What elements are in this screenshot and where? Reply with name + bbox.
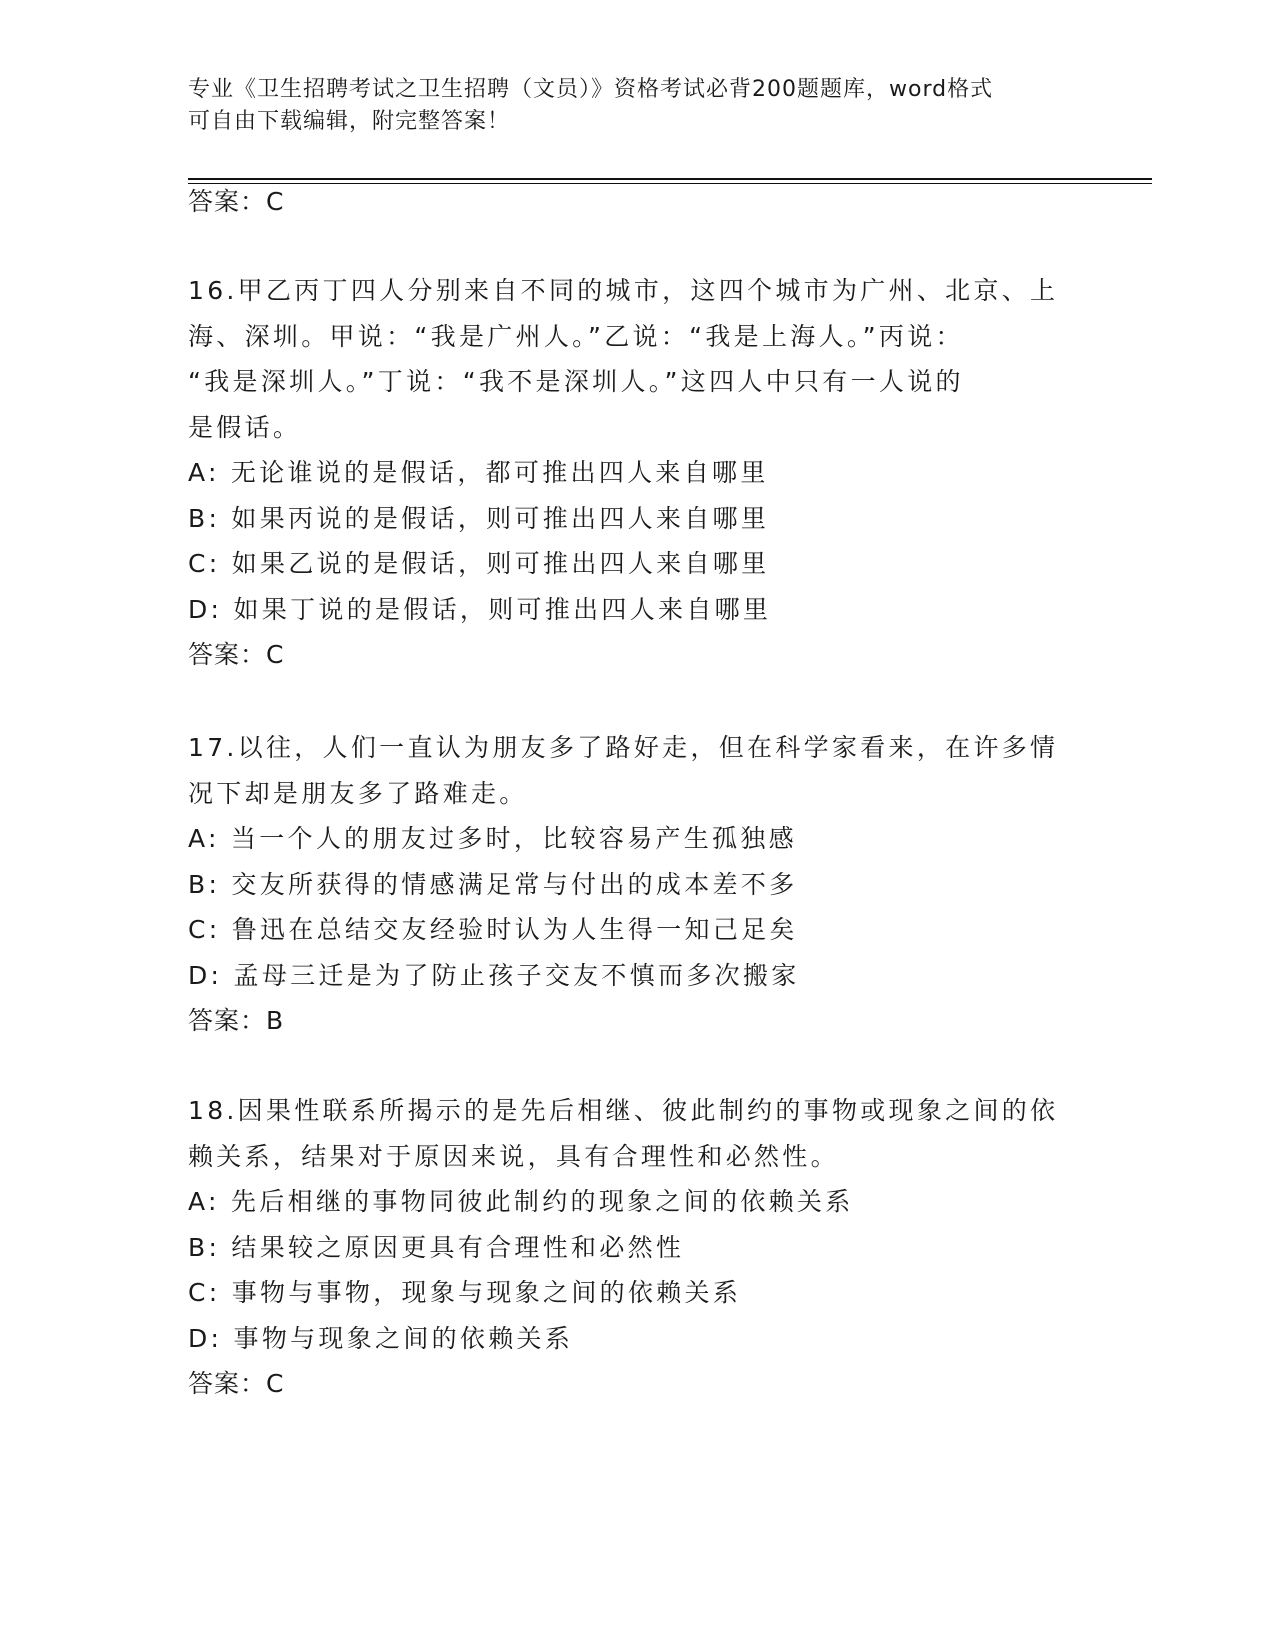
header-divider-thick xyxy=(188,178,1152,180)
header-divider-thin xyxy=(188,183,1152,184)
question-stem-line: 赖关系，结果对于原因来说，具有合理性和必然性。 xyxy=(188,1141,839,1171)
question-16 xyxy=(188,268,1088,678)
option-d: D: 事物与现象之间的依赖关系 xyxy=(188,1323,574,1353)
question-stem-line: 16.甲乙丙丁四人分别来自不同的城市，这四个城市为广州、北京、上 xyxy=(188,276,1059,305)
answer-label: 答案：C xyxy=(188,640,285,669)
question-stem-line: 18.因果性联系所揭示的是先后相继、彼此制约的事物或现象之间的依 xyxy=(188,1096,1059,1125)
option-a: A: 先后相继的事物同彼此制约的现象之间的依赖关系 xyxy=(188,1187,854,1216)
question-stem-line: 是假话。 xyxy=(188,412,302,442)
option-a: A: 无论谁说的是假话，都可推出四人来自哪里 xyxy=(188,458,769,487)
option-c: C: 如果乙说的是假话，则可推出四人来自哪里 xyxy=(188,549,770,578)
previous-answer: 答案：C xyxy=(188,187,285,216)
option-d: D: 如果丁说的是假话，则可推出四人来自哪里 xyxy=(188,594,772,624)
question-18 xyxy=(188,1088,1088,1407)
answer-label: 答案：B xyxy=(188,1006,285,1035)
option-b: B: 结果较之原因更具有合理性和必然性 xyxy=(188,1232,685,1262)
option-d: D: 孟母三迁是为了防止孩子交友不慎而多次搬家 xyxy=(188,960,800,990)
question-stem-line: 况下却是朋友多了路难走。 xyxy=(188,778,528,808)
option-a: A: 当一个人的朋友过多时，比较容易产生孤独感 xyxy=(188,824,797,853)
question-17 xyxy=(188,725,1088,1044)
header-title-line-2: 可自由下载编辑，附完整答案！ xyxy=(188,109,511,134)
header-title-line-1: 专业《卫生招聘考试之卫生招聘（文员）》资格考试必背200题题库，word格式 xyxy=(188,77,994,102)
option-b: B: 交友所获得的情感满足常与付出的成本差不多 xyxy=(188,869,798,899)
question-stem-line: 海、深圳。甲说：“我是广州人。”乙说：“我是上海人。”丙说： xyxy=(188,321,964,351)
option-c: C: 鲁迅在总结交友经验时认为人生得一知己足矣 xyxy=(188,915,798,944)
page-header xyxy=(188,74,1068,138)
option-c: C: 事物与事物，现象与现象之间的依赖关系 xyxy=(188,1278,742,1307)
question-stem-line: “我是深圳人。”丁说：“我不是深圳人。”这四人中只有一人说的 xyxy=(188,367,964,396)
option-b: B: 如果丙说的是假话，则可推出四人来自哪里 xyxy=(188,503,770,533)
answer-label: 答案：C xyxy=(188,1369,285,1398)
question-stem-line: 17.以往，人们一直认为朋友多了路好走，但在科学家看来，在许多情 xyxy=(188,733,1059,762)
